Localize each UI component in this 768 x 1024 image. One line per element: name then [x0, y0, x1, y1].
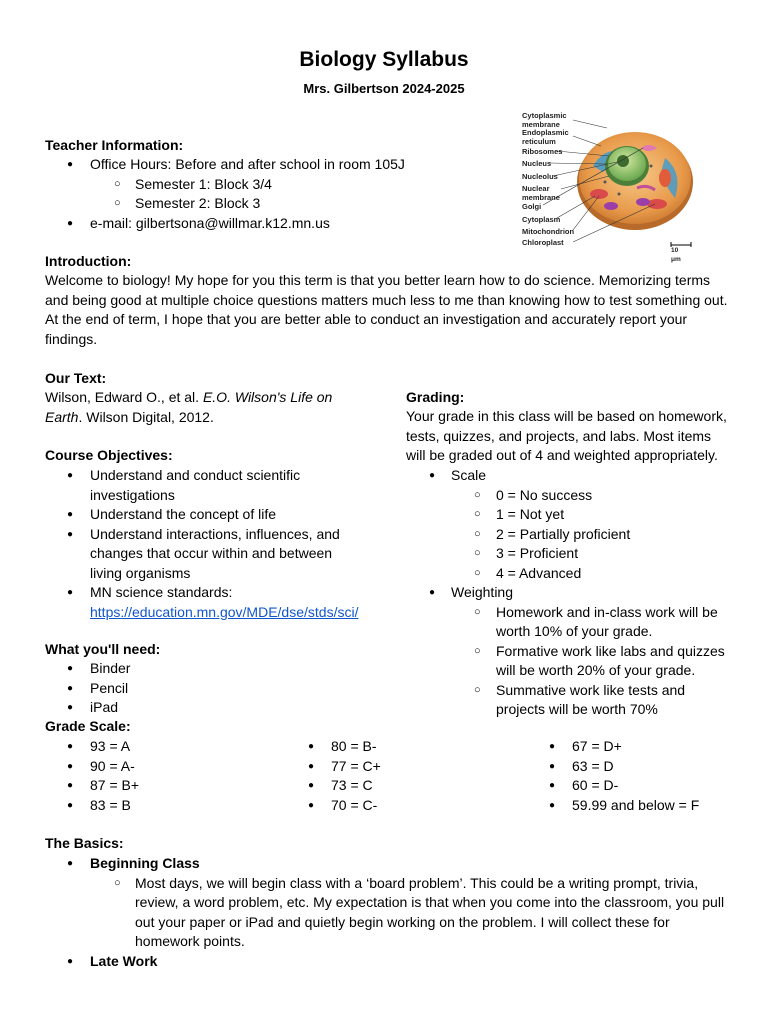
grade-item: ● 60 = D- — [527, 776, 757, 796]
basics-line: ○ Most days, we will begin class with a ‘board problem’. This could be a writing prompt, trivia, — [135, 874, 699, 891]
office-hours-item: ● Office Hours: Before and after school in room 105J — [45, 155, 505, 175]
grade-item: ● 83 = B — [45, 796, 285, 816]
cell-label: Mitochondrion — [522, 227, 575, 236]
need-item: ● Binder — [45, 659, 345, 679]
cell-label: Cytoplasm — [522, 215, 561, 224]
grade-item: ● 70 = C- — [286, 796, 526, 816]
scale-item: ○ 3 = Proficient — [406, 544, 746, 564]
standards-link[interactable]: https://education.mn.gov/MDE/dse/stds/sci/ — [90, 603, 359, 620]
objective-line: investigations — [90, 486, 175, 503]
cell-label: Cytoplasmic membrane — [522, 111, 567, 129]
basics-list — [45, 854, 745, 971]
need-item: ● iPad — [45, 698, 345, 718]
email-item: ● e-mail: gilbertsona@willmar.k12.mn.us — [45, 214, 505, 234]
citation-title-cont: Earth — [45, 408, 79, 425]
intro-heading: Introduction: — [45, 253, 132, 269]
objective-line: ● Understand and conduct scientific — [90, 467, 301, 483]
grade-item: ● 63 = D — [527, 757, 757, 777]
weighting-line: projects will be worth 70% — [496, 701, 658, 717]
weighting-item — [406, 603, 746, 642]
grade-item: ● 67 = D+ — [527, 737, 757, 757]
weighting-line: ○ Formative work like labs and quizzes — [496, 642, 725, 659]
grade-scale-col-3 — [527, 737, 757, 815]
scale-item: ○ 2 = Partially proficient — [406, 525, 746, 545]
grade-item: ● 90 = A- — [45, 757, 285, 777]
grade-scale-col-1 — [45, 737, 285, 815]
basics-line: review, a word problem, etc. My expectation is that when you come into the classroom, you pull — [135, 894, 725, 910]
cell-diagram-image — [515, 106, 697, 263]
objective-line: changes that occur within and between — [90, 545, 333, 561]
cell-label: Nucleolus — [522, 172, 558, 181]
scale-item: ○ 4 = Advanced — [406, 564, 746, 584]
page-subtitle: Mrs. Gilbertson 2024-2025 — [303, 81, 465, 96]
needs-list — [45, 659, 345, 718]
citation-author: Wilson, Edward O., et al. — [45, 389, 203, 405]
beginning-class-item — [45, 874, 745, 952]
grade-item: ● 93 = A — [45, 737, 285, 757]
scale-item: ○ 1 = Not yet — [406, 505, 746, 525]
teacher-info-heading: Teacher Information: — [45, 137, 184, 153]
weighting-line: ○ Homework and in-class work will be — [496, 603, 718, 620]
objective-line: living organisms — [90, 564, 191, 581]
citation-publisher: . Wilson Digital, 2012. — [78, 408, 214, 425]
objective-line: ● Understand interactions, influences, and — [90, 525, 340, 542]
text-heading: Our Text: — [45, 370, 107, 386]
intro-line: and being good at multiple choice questions matters much less to me than knowing how to test something out. — [45, 291, 728, 308]
objective-item — [45, 583, 385, 622]
intro-line: Welcome to biology! My hope for you this term is that you better learn how to do science. Memorizing terms — [45, 272, 711, 288]
semester-item: ○ Semester 1: Block 3/4 — [45, 175, 505, 195]
semester-item: ○ Semester 2: Block 3 — [45, 194, 505, 214]
grading-line: tests, quizzes, and projects, and labs. Most items — [406, 427, 712, 444]
objective-item — [45, 466, 385, 505]
cell-label: Chloroplast — [522, 238, 564, 247]
intro-line: findings. — [45, 330, 98, 347]
grade-scale-heading: Grade Scale: — [45, 718, 131, 734]
grading-line: Your grade in this class will be based on homework, — [406, 408, 727, 424]
basics-line: out your paper or iPad and quietly begin working on the problem. I will collect these for — [135, 913, 670, 930]
weighting-line: ○ Summative work like tests and — [496, 681, 686, 698]
textbook-citation — [45, 388, 385, 427]
grade-item: ● 87 = B+ — [45, 776, 285, 796]
cell-label: Nucleus — [522, 159, 552, 168]
page-title: Biology Syllabus — [299, 48, 469, 71]
objective-line: ● MN science standards: — [90, 584, 233, 600]
cell-label: Ribosomes — [522, 147, 563, 156]
teacher-info-list — [45, 155, 505, 233]
beginning-class-label: ● Beginning Class — [45, 854, 745, 874]
scale-label: ● Scale — [406, 466, 746, 486]
scale-bar-label: 10 μm — [671, 247, 681, 263]
cell-label: Golgi — [522, 202, 542, 211]
weighting-line: will be worth 20% of your grade. — [496, 662, 696, 678]
grade-item: ● 77 = C+ — [286, 757, 526, 777]
intro-line: At the end of term, I hope that you are better able to conduct an investigation and accurately report your — [45, 311, 688, 327]
grading-list — [406, 466, 746, 720]
weighting-label: ● Weighting — [406, 583, 746, 603]
grade-item: ● 73 = C — [286, 776, 526, 796]
grade-scale-col-2 — [286, 737, 526, 815]
late-work-label: ● Late Work — [45, 952, 745, 972]
cell-label: Endoplasmic reticulum — [522, 128, 569, 146]
cell-label: Nuclear membrane — [522, 184, 560, 202]
objective-item: ● Understand the concept of life — [45, 505, 385, 525]
weighting-item — [406, 642, 746, 681]
grade-item: ● 80 = B- — [286, 737, 526, 757]
grade-item: ● 59.99 and below = F — [527, 796, 757, 816]
grading-paragraph — [406, 407, 746, 466]
scale-item: ○ 0 = No success — [406, 486, 746, 506]
objectives-heading: Course Objectives: — [45, 447, 173, 463]
weighting-item — [406, 681, 746, 720]
objective-item — [45, 525, 385, 584]
basics-line: homework points. — [135, 933, 245, 949]
need-item: ● Pencil — [45, 679, 345, 699]
intro-paragraph — [45, 271, 745, 349]
basics-heading: The Basics: — [45, 835, 124, 851]
weighting-line: worth 10% of your grade. — [496, 623, 653, 639]
grading-line: will be graded out of 4 and weighted appropriately. — [406, 447, 718, 463]
citation-title: E.O. Wilson's Life on — [202, 389, 333, 405]
needs-heading: What you'll need: — [45, 641, 161, 657]
objectives-list — [45, 466, 385, 622]
grading-heading: Grading: — [406, 389, 465, 405]
